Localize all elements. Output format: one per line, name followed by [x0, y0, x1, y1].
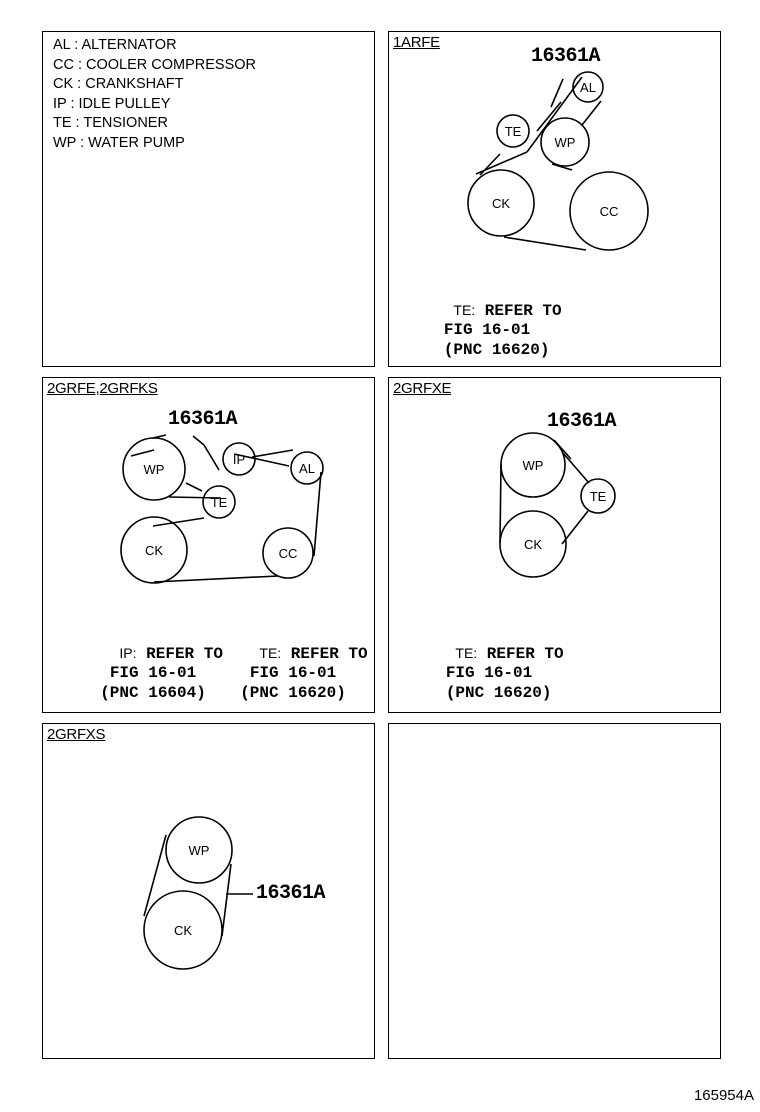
belt-segment	[537, 102, 561, 131]
note-key: TE:	[455, 644, 478, 661]
panel-label: 2GRFE,2GRFKS	[47, 380, 158, 397]
legend-list	[53, 36, 256, 153]
ck-label: CK	[173, 923, 193, 938]
panel-2grfe-2grfks	[42, 377, 375, 713]
part-code: 16361A	[547, 410, 617, 433]
ck-label: CK	[491, 196, 511, 211]
te-label: TE	[589, 489, 607, 504]
figure-id: 165954A	[693, 1087, 754, 1104]
refer-note	[415, 281, 562, 380]
te-label: TE	[504, 124, 522, 139]
belt-diagram-2grfxs	[43, 724, 376, 1060]
note-key: TE:	[453, 301, 476, 318]
panel-2grfxs	[42, 723, 375, 1059]
wp-label: WP	[143, 462, 165, 477]
belt-segment	[186, 483, 202, 491]
cc-label: CC	[599, 204, 619, 219]
refer-note-te	[221, 624, 368, 723]
legend-item: IP : IDLE PULLEY	[53, 95, 171, 112]
note-key: IP:	[119, 644, 137, 661]
ck-label: CK	[523, 537, 543, 552]
panel-empty	[388, 723, 721, 1059]
note-line: (PNC 16604)	[100, 683, 206, 702]
note-line: FIG 16-01	[249, 664, 337, 682]
belt-segment	[504, 237, 586, 250]
note-line: (PNC 16620)	[443, 340, 550, 359]
legend-panel	[42, 31, 375, 367]
note-line: REFER TO	[290, 644, 368, 663]
note-line: FIG 16-01	[109, 664, 197, 682]
belt-segment	[193, 436, 204, 445]
legend-item: CK : CRANKSHAFT	[53, 76, 184, 92]
panel-label: 2GRFXS	[47, 726, 106, 743]
belt-segment	[252, 450, 293, 457]
legend-item: CC : COOLER COMPRESSOR	[53, 56, 257, 73]
belt-segment	[131, 450, 154, 456]
legend-item: WP : WATER PUMP	[53, 134, 185, 151]
refer-note	[417, 624, 564, 723]
part-code: 16361A	[531, 45, 601, 68]
legend-item: TE : TENSIONER	[53, 115, 168, 131]
cc-label: CC	[278, 546, 298, 561]
panel-1arfe	[388, 31, 721, 367]
al-label: AL	[580, 80, 596, 95]
refer-note-ip	[81, 624, 223, 723]
belt-segment	[153, 518, 204, 526]
panel-label: 1ARFE	[393, 34, 440, 51]
wp-label: WP	[522, 458, 544, 473]
belt-segment	[314, 472, 321, 556]
note-line: FIG 16-01	[443, 321, 531, 339]
te-label: TE	[210, 495, 228, 510]
note-line: REFER TO	[486, 644, 564, 663]
ck-label: CK	[144, 543, 164, 558]
note-key: TE:	[259, 644, 282, 661]
wp-label: WP	[554, 135, 576, 150]
legend-item: AL : ALTERNATOR	[53, 37, 177, 53]
note-line: REFER TO	[146, 644, 223, 663]
belt-segment	[582, 101, 601, 125]
al-label: AL	[299, 461, 315, 476]
note-line: FIG 16-01	[445, 664, 533, 682]
belt-segment	[222, 864, 231, 936]
panel-label: 2GRFXE	[393, 380, 452, 397]
note-line: (PNC 16620)	[445, 683, 552, 702]
wp-label: WP	[188, 843, 210, 858]
part-code: 16361A	[256, 882, 326, 905]
belt-segment	[500, 464, 501, 543]
belt-segment	[204, 445, 219, 470]
belt-segment	[563, 453, 589, 483]
panel-2grfxe	[388, 377, 721, 713]
note-line: REFER TO	[484, 301, 562, 320]
part-code: 16361A	[168, 408, 238, 431]
ip-label: IP	[232, 452, 246, 467]
note-line: (PNC 16620)	[240, 683, 346, 702]
